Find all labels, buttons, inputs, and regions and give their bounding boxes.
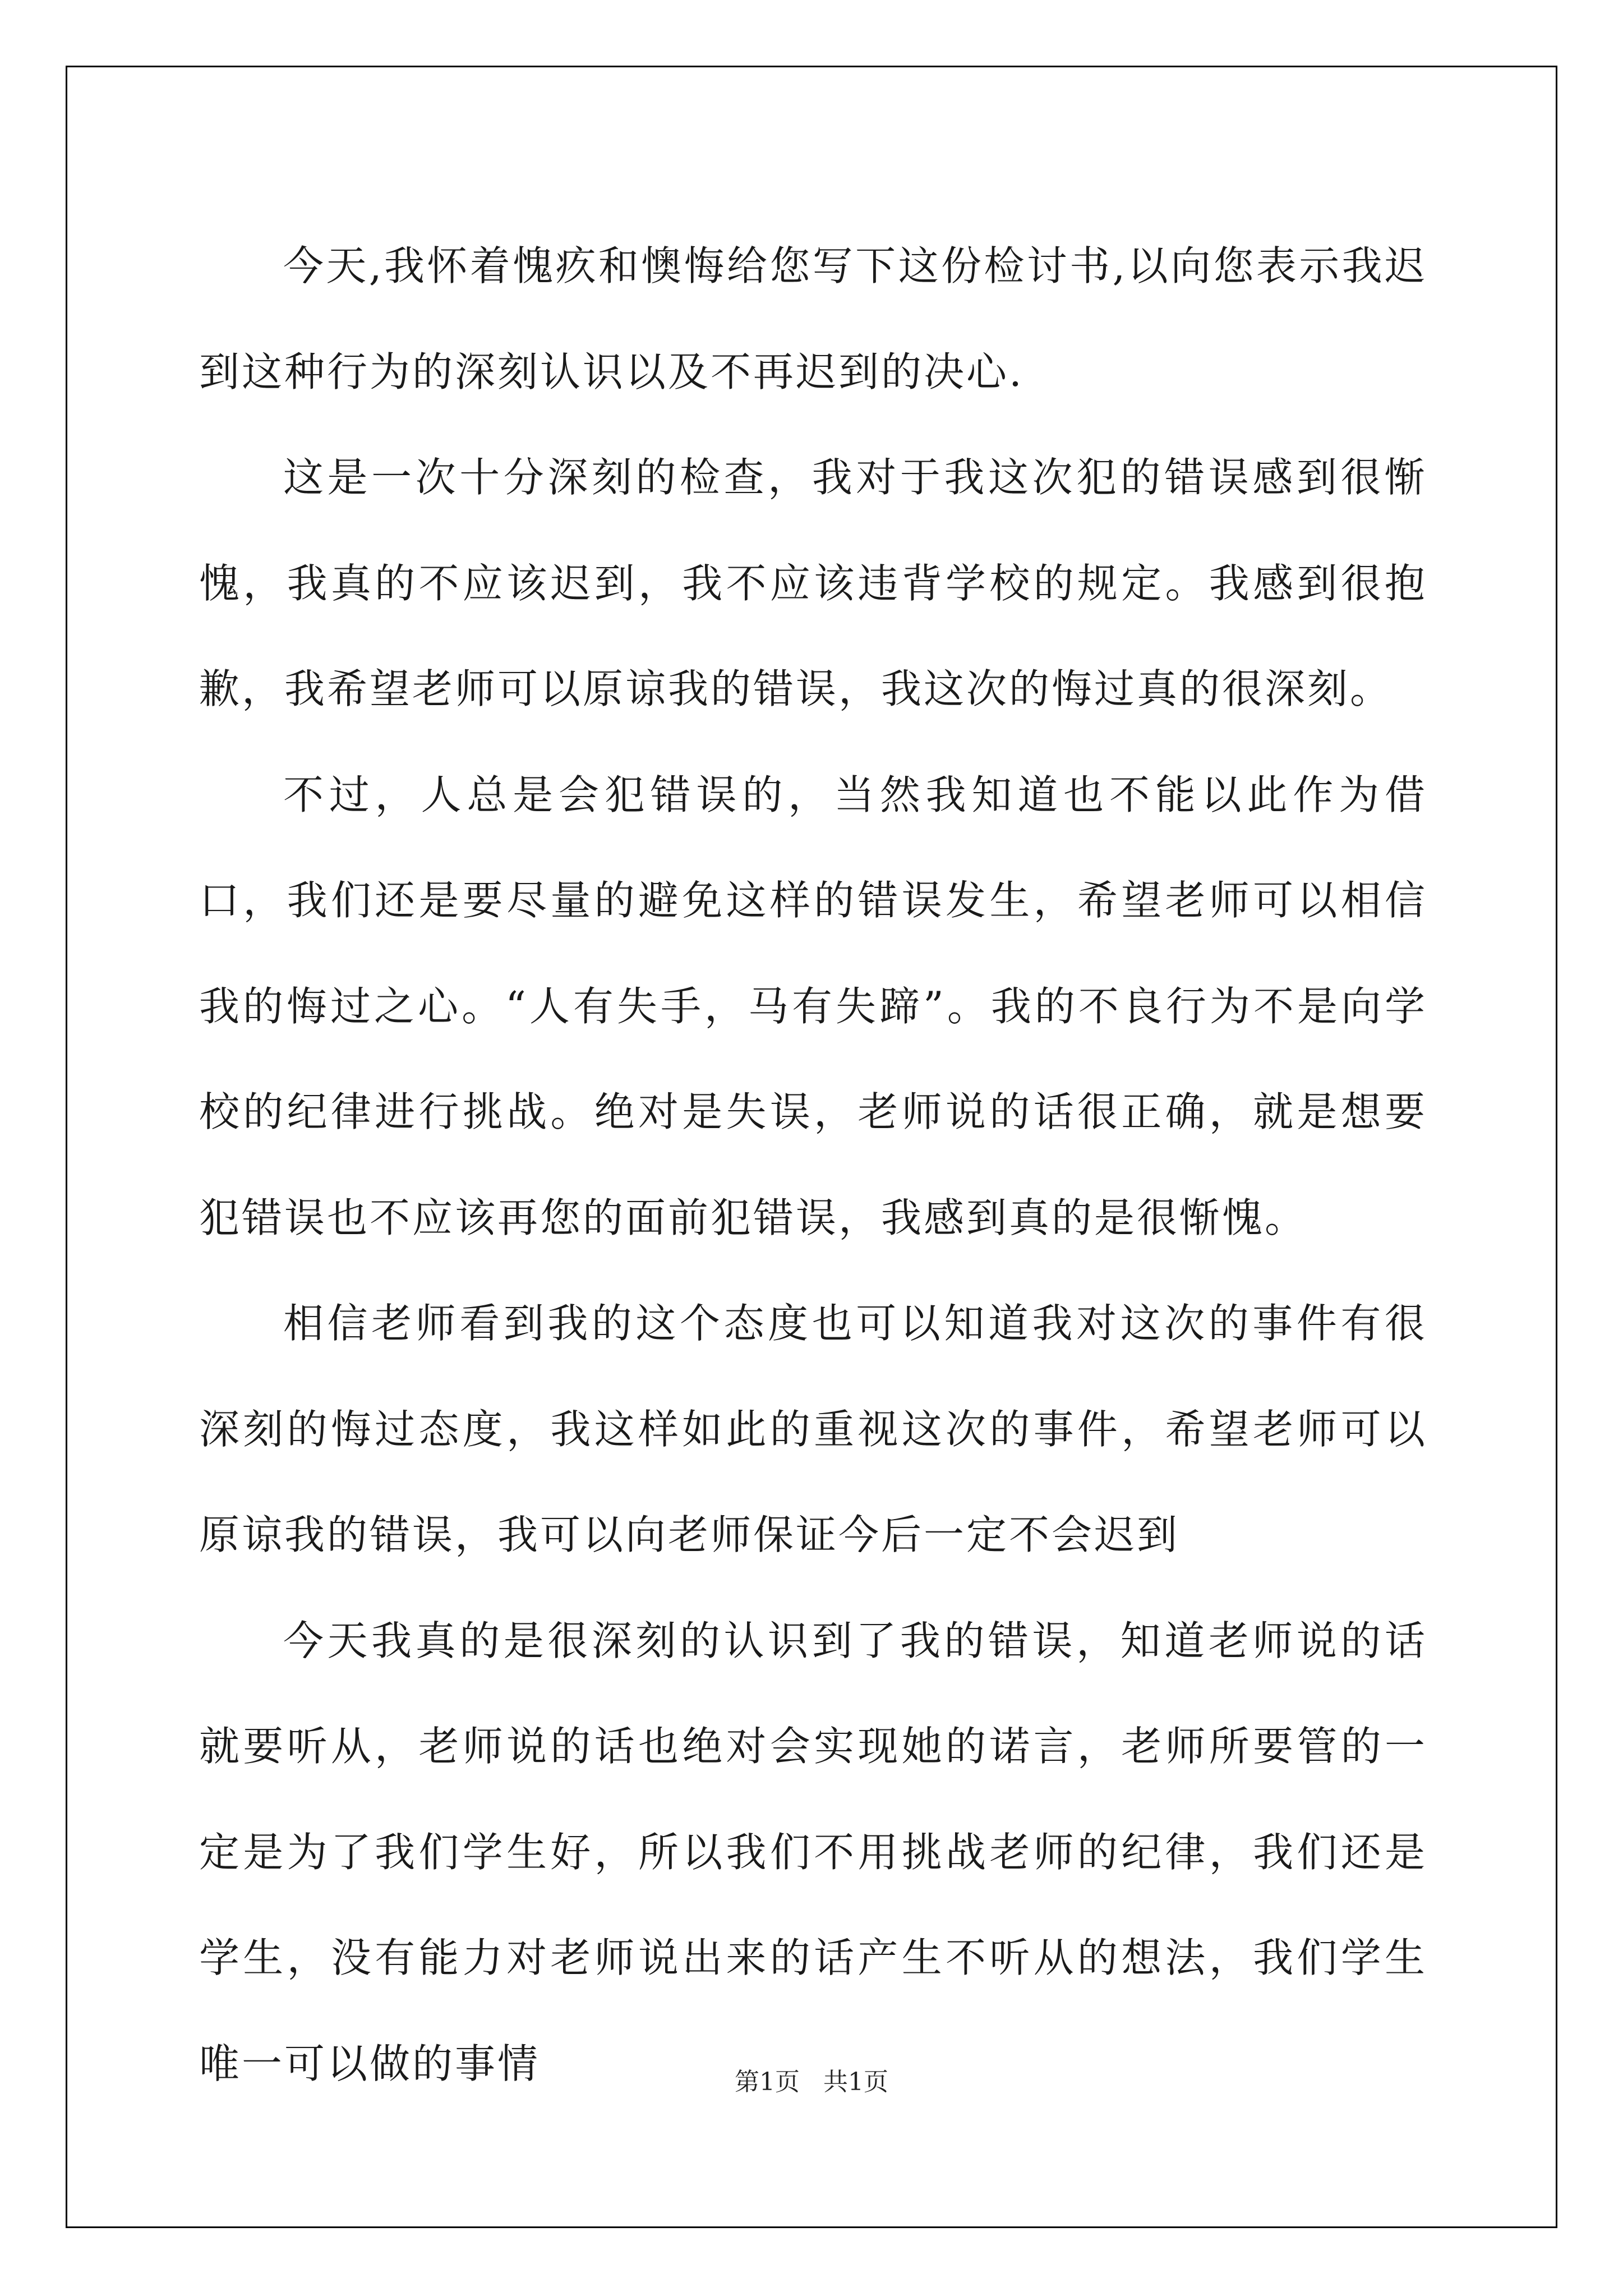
document-body	[199, 213, 1427, 2116]
paragraph-1: 今天,我怀着愧疚和懊悔给您写下这份检讨书,以向您表示我迟到这种行为的深刻认识以及不再迟到的决心.	[199, 242, 1427, 395]
paragraph-5: 今天我真的是很深刻的认识到了我的错误，知道老师说的话就要听从，老师说的话也绝对会实现她的诺言，老师所要管的一定是为了我们学生好，所以我们不用挑战老师的纪律，我们还是学生，没有能力对老师说出来的话产生不听从的想法，我们学生唯一可以做的事情	[199, 1617, 1427, 2087]
paragraph-3: 不过，人总是会犯错误的，当然我知道也不能以此作为借口，我们还是要尽量的避免这样的错误发生，希望老师可以相信我的悔过之心。“人有失手，马有失蹄”。我的不良行为不是向学校的纪律进行挑战。绝对是失误，老师说的话很正确，就是想要犯错误也不应该再您的面前犯错误，我感到真的是很惭愧。	[199, 771, 1427, 1241]
paragraph-2: 这是一次十分深刻的检查，我对于我这次犯的错误感到很惭愧，我真的不应该迟到，我不应该违背学校的规定。我感到很抱歉，我希望老师可以原谅我的错误，我这次的悔过真的很深刻。	[199, 454, 1427, 712]
paragraph-4: 相信老师看到我的这个态度也可以知道我对这次的事件有很深刻的悔过态度，我这样如此的重视这次的事件，希望老师可以原谅我的错误，我可以向老师保证今后一定不会迟到	[199, 1300, 1427, 1558]
page-number-footer: 第1页 共1页	[735, 2068, 888, 2096]
